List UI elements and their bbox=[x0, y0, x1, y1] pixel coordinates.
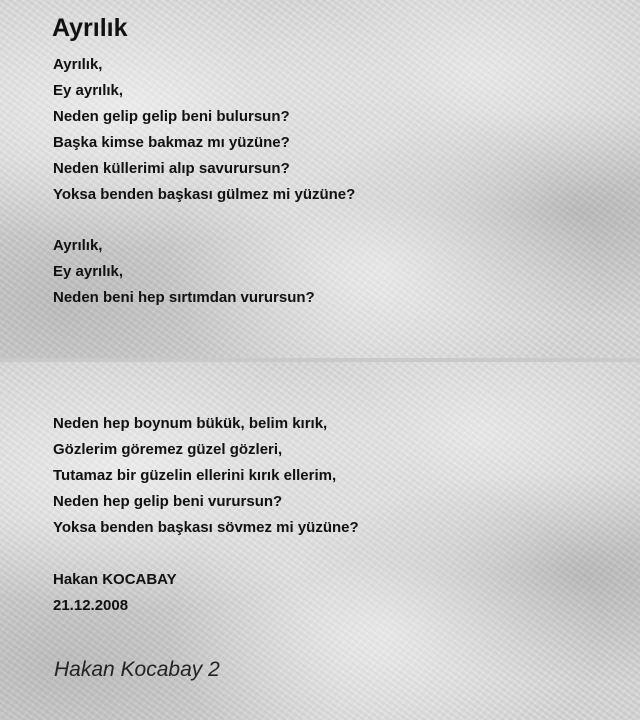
poem-line: Neden gelip gelip beni bulursun? bbox=[53, 108, 290, 125]
stanza-3 bbox=[53, 411, 359, 541]
stanza-1 bbox=[53, 52, 355, 208]
poem-line: Başka kimse bakmaz mı yüzüne? bbox=[53, 134, 290, 151]
poem-line: Yoksa benden başkası sövmez mi yüzüne? bbox=[53, 519, 359, 536]
poem-line: Neden hep gelip beni vurursun? bbox=[53, 493, 283, 510]
poem-line: Yoksa benden başkası gülmez mi yüzüne? bbox=[53, 186, 356, 203]
poem-line: Ey ayrılık, bbox=[53, 263, 124, 280]
poem-line: Tutamaz bir güzelin ellerini kırık ellerim, bbox=[53, 467, 337, 484]
poem-credits bbox=[53, 567, 177, 619]
poem-line: Neden küllerimi alıp savurursun? bbox=[53, 160, 290, 177]
author-line: Hakan KOCABAY bbox=[53, 571, 177, 588]
poem-line: Ey ayrılık, bbox=[53, 82, 124, 99]
stanza-2 bbox=[53, 233, 315, 311]
poem-line: Ayrılık, bbox=[53, 237, 103, 254]
poem-line: Neden beni hep sırtımdan vurursun? bbox=[53, 289, 315, 306]
poem-title: Ayrılık bbox=[52, 14, 128, 42]
date-line: 21.12.2008 bbox=[53, 597, 129, 614]
poem-line: Neden hep boynum bükük, belim kırık, bbox=[53, 415, 328, 432]
poem-line: Gözlerim göremez güzel gözleri, bbox=[53, 441, 283, 458]
author-signature: Hakan Kocabay 2 bbox=[54, 658, 220, 681]
poem-line: Ayrılık, bbox=[53, 56, 103, 73]
